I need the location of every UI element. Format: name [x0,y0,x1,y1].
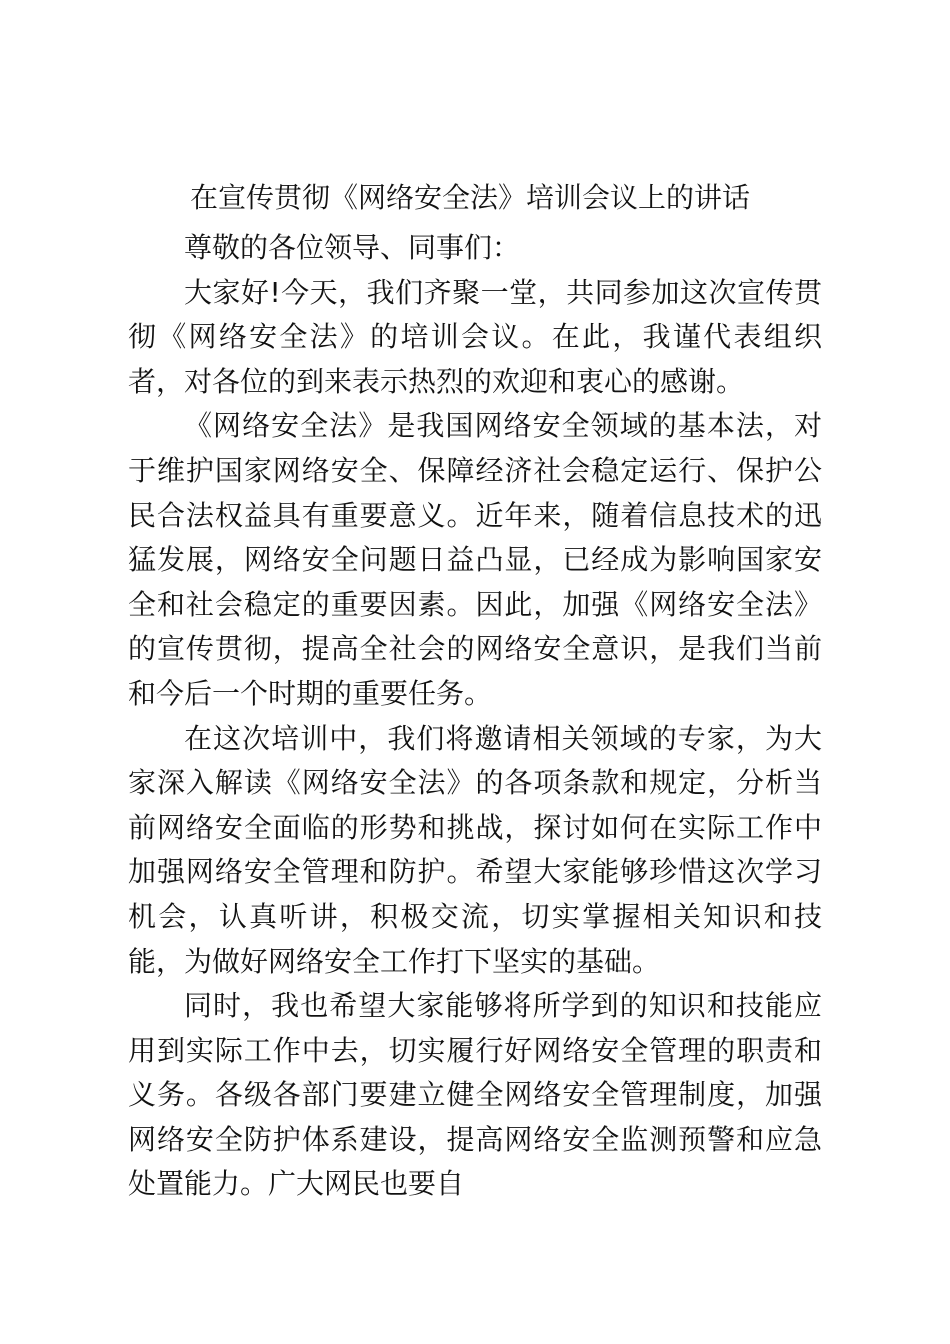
document-title: 在宣传贯彻《网络安全法》培训会议上的讲话 [190,181,751,214]
greeting-line: 尊敬的各位领导、同事们： [184,231,521,264]
paragraph-welcome: 大家好!今天，我们齐聚一堂，共同参加这次宣传贯彻《网络安全法》的培训会议。在此，我谨代表组织者，对各位的到来表示热烈的欢迎和衷心的感谢。 [128,275,822,398]
paragraph-training: 在这次培训中，我们将邀请相关领域的专家，为大家深入解读《网络安全法》的各项条款和规定，分析当前网络安全面临的形势和挑战，探讨如何在实际工作中加强网络安全管理和防护。希望大家能够珍惜这次学习机会，认真听讲，积极交流，切实掌握相关知识和技能，为做好网络安全工作打下坚实的基础。 [128,721,822,978]
document-body [128,226,822,1207]
paragraph-application: 同时，我也希望大家能够将所学到的知识和技能应用到实际工作中去，切实履行好网络安全管理的职责和义务。各级各部门要建立健全网络安全管理制度，加强网络安全防护体系建设，提高网络安全监测预警和应急处置能力。广大网民也要自 [128,989,822,1201]
paragraph-significance: 《网络安全法》是我国网络安全领域的基本法，对于维护国家网络安全、保障经济社会稳定运行、保护公民合法权益具有重要意义。近年来，随着信息技术的迅猛发展，网络安全问题日益凸显，已经成为影响国家安全和社会稳定的重要因素。因此，加强《网络安全法》的宣传贯彻，提高全社会的网络安全意识，是我们当前和今后一个时期的重要任务。 [128,409,822,710]
